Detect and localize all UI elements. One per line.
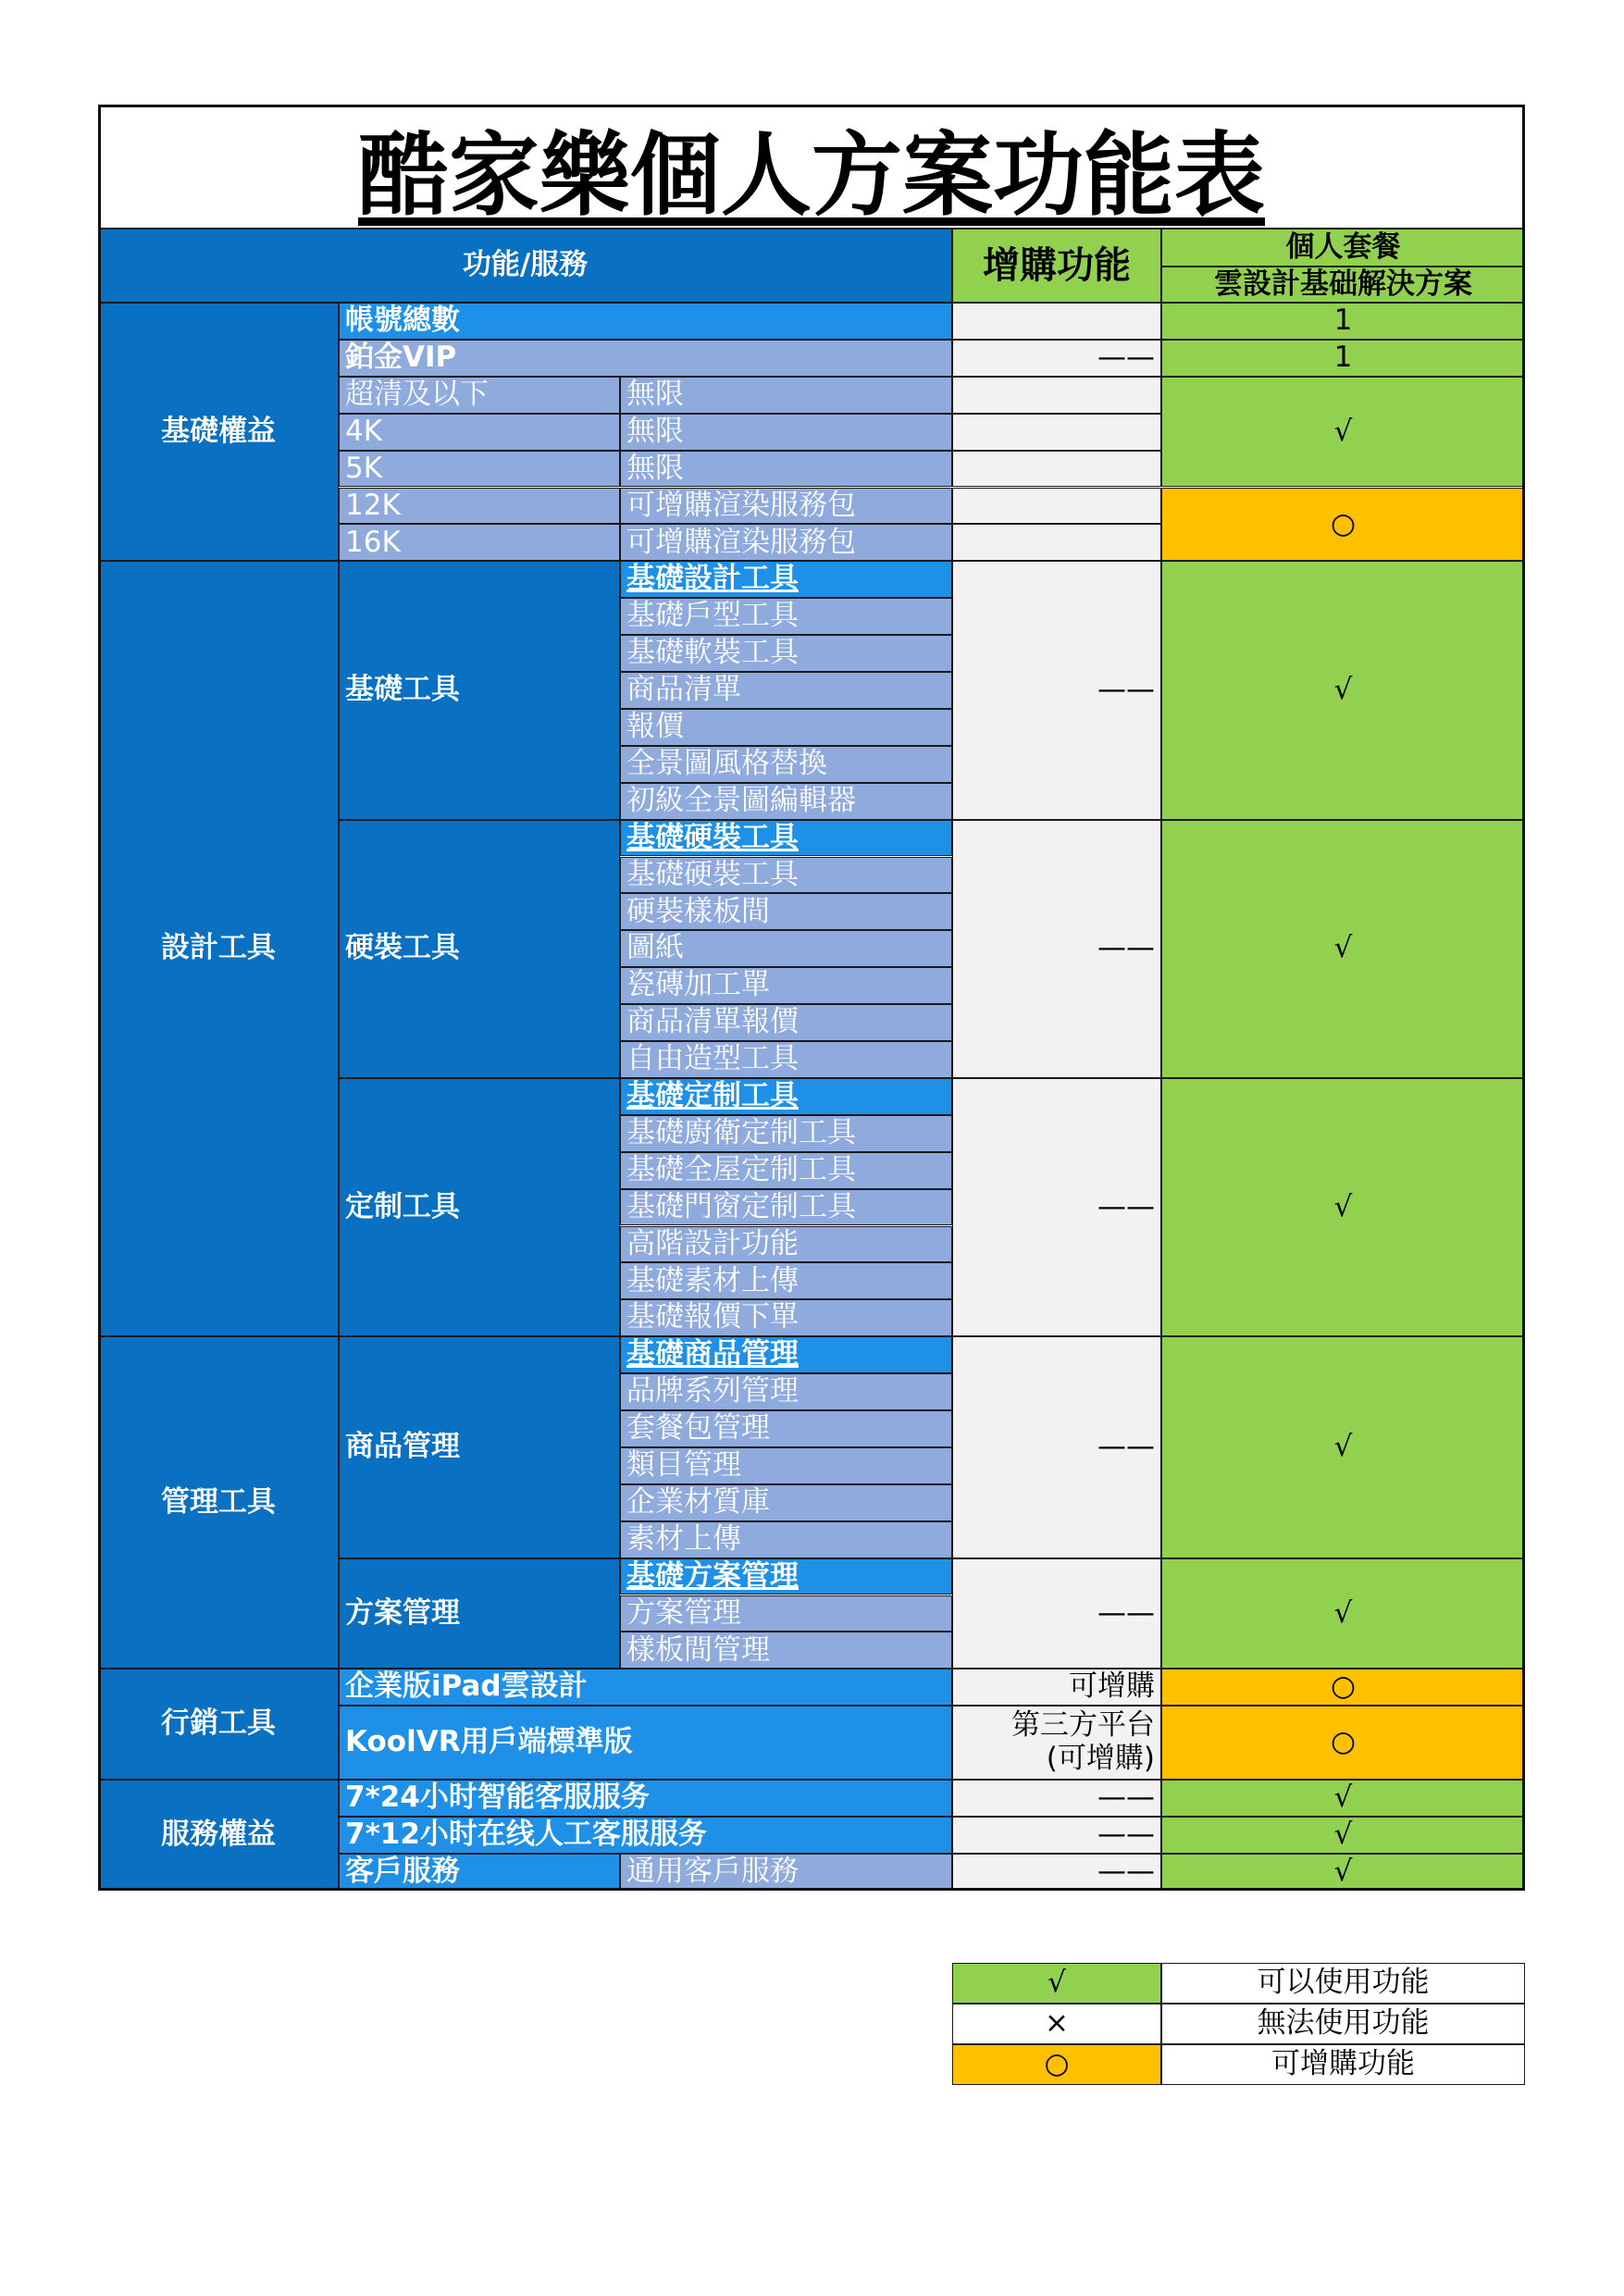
feature-item: 基礎戶型工具 (620, 598, 952, 635)
plan-group-check: √ (1161, 1558, 1525, 1669)
plan-service-check: √ (1161, 1854, 1525, 1891)
legend-symbol: ○ (952, 2044, 1161, 2085)
addon-group: —— (952, 1078, 1161, 1336)
addon-koolvr-line1: 第三方平台 (1011, 1708, 1155, 1743)
feature-item: 素材上傳 (620, 1521, 952, 1558)
feature-item: 全景圖風格替換 (620, 746, 952, 783)
addon-service: —— (952, 1817, 1161, 1854)
group-header-item: 基礎方案管理 (620, 1558, 952, 1595)
feature-item: 圖紙 (620, 930, 952, 967)
addon-group: —— (952, 1336, 1161, 1558)
group-header-item: 基礎設計工具 (620, 561, 952, 598)
legend-symbol: √ (952, 1963, 1161, 2004)
marketing-ipad: 企業版iPad雲設計 (339, 1669, 952, 1706)
service-human-support: 7*12小时在线人工客服服务 (339, 1817, 952, 1854)
group-name: 硬裝工具 (339, 820, 620, 1078)
category-basic-rights: 基礎權益 (98, 303, 339, 561)
group-header-item: 基礎硬裝工具 (620, 820, 952, 857)
group-name: 商品管理 (339, 1336, 620, 1558)
addon-resolution (952, 524, 1161, 561)
addon-ipad: 可增購 (952, 1669, 1161, 1706)
feature-item: 類目管理 (620, 1447, 952, 1484)
page-title: 酷家樂個人方案功能表 (98, 105, 1525, 230)
addon-resolution (952, 451, 1161, 488)
feature-item: 套餐包管理 (620, 1410, 952, 1447)
plan-resolution-circle: ○ (1161, 488, 1525, 562)
header-plan-name: 個人套餐 (1161, 229, 1525, 267)
plan-group-check: √ (1161, 1078, 1525, 1336)
feature-item: 品牌系列管理 (620, 1373, 952, 1410)
group-name: 基礎工具 (339, 561, 620, 819)
feature-item: 商品清單 (620, 672, 952, 709)
category-marketing-tools: 行銷工具 (98, 1669, 339, 1780)
addon-koolvr (952, 1706, 1161, 1780)
addon-service: —— (952, 1854, 1161, 1891)
addon-account-count (952, 303, 1161, 340)
row-platinum-vip: 鉑金VIP (339, 340, 952, 377)
header-feature-service: 功能/服務 (98, 229, 952, 303)
resolution-label: 12K (339, 488, 620, 525)
legend-symbol: × (952, 2004, 1161, 2044)
addon-koolvr-line2: (可增購) (1046, 1742, 1155, 1776)
feature-item: 基礎軟裝工具 (620, 635, 952, 672)
category-service-rights: 服務權益 (98, 1780, 339, 1891)
plan-koolvr-circle: ○ (1161, 1706, 1525, 1780)
feature-item: 瓷磚加工單 (620, 967, 952, 1004)
plan-group-check: √ (1161, 820, 1525, 1078)
feature-item: 基礎素材上傳 (620, 1262, 952, 1299)
addon-group: —— (952, 1558, 1161, 1669)
plan-group-check: √ (1161, 561, 1525, 819)
resolution-label: 4K (339, 414, 620, 451)
addon-platinum-vip: —— (952, 340, 1161, 377)
feature-item: 基礎門窗定制工具 (620, 1189, 952, 1226)
plan-service-check: √ (1161, 1817, 1525, 1854)
plan-account-count: 1 (1161, 303, 1525, 340)
row-account-count: 帳號總數 (339, 303, 952, 340)
feature-item: 基礎全屋定制工具 (620, 1152, 952, 1189)
plan-group-check: √ (1161, 1336, 1525, 1558)
resolution-desc: 無限 (620, 451, 952, 488)
feature-item: 基礎報價下單 (620, 1299, 952, 1336)
resolution-label: 5K (339, 451, 620, 488)
feature-item: 基礎廚衛定制工具 (620, 1115, 952, 1152)
addon-resolution (952, 377, 1161, 414)
group-header-item: 基礎商品管理 (620, 1336, 952, 1373)
group-name: 方案管理 (339, 1558, 620, 1669)
service-ai-support: 7*24小时智能客服服务 (339, 1780, 952, 1817)
feature-item: 方案管理 (620, 1595, 952, 1632)
plan-service-check: √ (1161, 1780, 1525, 1817)
addon-group: —— (952, 561, 1161, 819)
feature-item: 硬裝樣板間 (620, 893, 952, 930)
group-header-item: 基礎定制工具 (620, 1078, 952, 1115)
addon-resolution (952, 488, 1161, 525)
feature-item: 商品清單報價 (620, 1004, 952, 1041)
resolution-label: 超清及以下 (339, 377, 620, 414)
feature-item: 企業材質庫 (620, 1484, 952, 1521)
plan-resolution-check: √ (1161, 377, 1525, 488)
category-management-tools: 管理工具 (98, 1336, 339, 1669)
resolution-desc: 可增購渲染服務包 (620, 524, 952, 561)
feature-item: 報價 (620, 709, 952, 746)
header-plan-solution: 雲設計基础解決方案 (1161, 267, 1525, 303)
addon-resolution (952, 414, 1161, 451)
legend-text: 無法使用功能 (1161, 2004, 1525, 2044)
header-addon: 增購功能 (952, 229, 1161, 303)
legend-text: 可以使用功能 (1161, 1963, 1525, 2004)
plan-ipad-circle: ○ (1161, 1669, 1525, 1706)
group-name: 定制工具 (339, 1078, 620, 1336)
feature-item: 高階設計功能 (620, 1226, 952, 1263)
feature-item: 基礎硬裝工具 (620, 857, 952, 894)
service-customer: 客戶服務 (339, 1854, 620, 1891)
resolution-desc: 無限 (620, 377, 952, 414)
marketing-koolvr: KoolVR用戶端標準版 (339, 1706, 952, 1780)
category-design-tools: 設計工具 (98, 561, 339, 1336)
feature-item: 自由造型工具 (620, 1041, 952, 1078)
resolution-desc: 無限 (620, 414, 952, 451)
addon-service: —— (952, 1780, 1161, 1817)
resolution-label: 16K (339, 524, 620, 561)
plan-platinum-vip: 1 (1161, 340, 1525, 377)
addon-group: —— (952, 820, 1161, 1078)
feature-item: 樣板間管理 (620, 1632, 952, 1669)
service-customer-sub: 通用客戶服務 (620, 1854, 952, 1891)
feature-item: 初級全景圖編輯器 (620, 783, 952, 820)
legend-text: 可增購功能 (1161, 2044, 1525, 2085)
resolution-desc: 可增購渲染服務包 (620, 488, 952, 525)
